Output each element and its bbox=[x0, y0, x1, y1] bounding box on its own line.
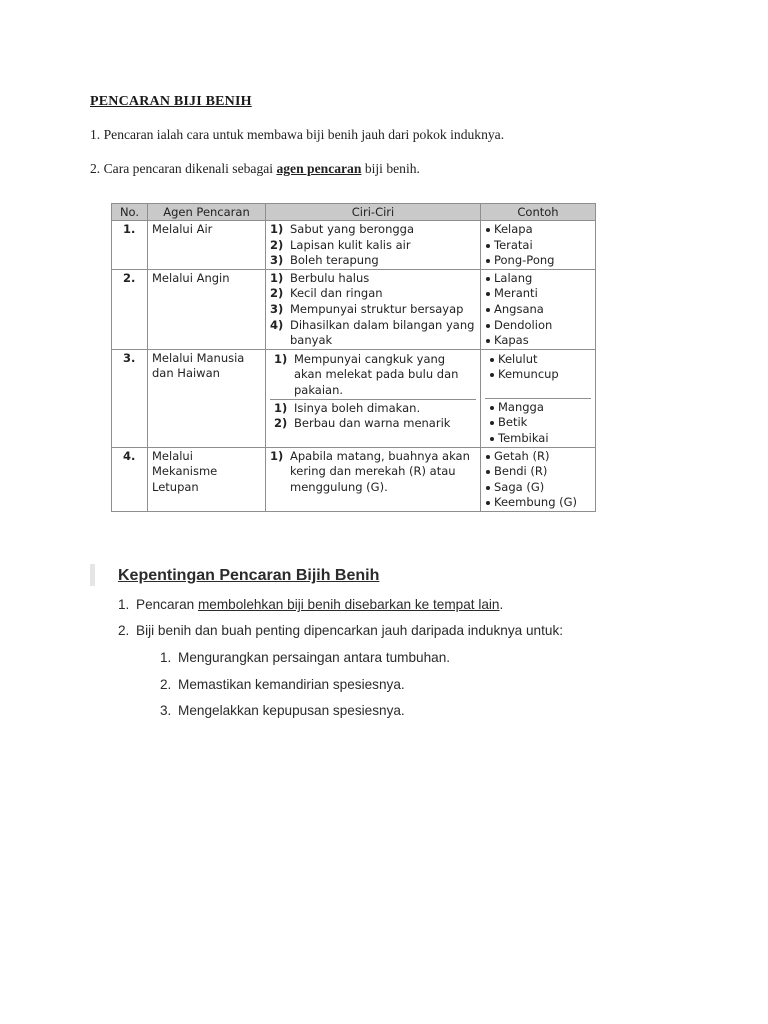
row-traits bbox=[266, 349, 481, 447]
table-row bbox=[112, 349, 596, 447]
example-item: Getah (R) bbox=[485, 449, 591, 465]
example-item: Saga (G) bbox=[485, 480, 591, 496]
paragraph-agent-term bbox=[90, 161, 420, 177]
trait-item: 2) Kecil dan ringan bbox=[270, 286, 383, 301]
example-item: Meranti bbox=[485, 286, 591, 302]
importance-point-2: 2. Biji benih dan buah penting dipencarkan jauh daripada induknya untuk: bbox=[118, 623, 564, 638]
trait-item: 1) Sabut yang berongga bbox=[270, 222, 415, 236]
example-item: Dendolion bbox=[485, 318, 591, 334]
section-marker bbox=[90, 564, 95, 586]
example-item: Betik bbox=[489, 415, 587, 431]
importance-point-1-underlined: membolehkan biji benih disebarkan ke tempat lain bbox=[197, 597, 500, 612]
paragraph-definition: 1. Pencaran ialah cara untuk membawa biji benih jauh dari pokok induknya. bbox=[90, 127, 505, 142]
row-agent: Melalui Manusia dan Haiwan bbox=[148, 349, 266, 447]
table-row bbox=[112, 269, 596, 349]
importance-title: Kepentingan Pencaran Bijih Benih bbox=[118, 567, 380, 584]
row-examples bbox=[481, 349, 596, 447]
table-row bbox=[112, 221, 596, 270]
traits-part-hooks bbox=[270, 351, 476, 399]
header-no: No. bbox=[112, 204, 148, 221]
row-agent: Melalui Mekanisme Letupan bbox=[148, 447, 266, 511]
row-examples bbox=[481, 269, 596, 349]
trait-item: 1) Berbulu halus bbox=[270, 270, 370, 285]
importance-point-1: 1. Pencaran membolehkan biji benih disebarkan ke tempat lain. bbox=[118, 597, 504, 612]
trait-item: 3) Boleh terapung bbox=[270, 253, 379, 268]
document-title: PENCARAN BIJI BENIH bbox=[90, 94, 252, 109]
trait-item: 1) Mempunyai cangkuk yang akan melekat pada bulu dan pakaian. bbox=[274, 351, 459, 397]
example-item: Kelulut bbox=[489, 352, 587, 368]
example-item: Mangga bbox=[489, 400, 587, 416]
row-agent: Melalui Air bbox=[148, 221, 266, 270]
agent-term: agen pencaran bbox=[276, 161, 362, 176]
table-header-row bbox=[112, 204, 596, 221]
trait-item: 4) Dihasilkan dalam bilangan yang banyak bbox=[270, 317, 475, 348]
example-item: Kapas bbox=[485, 333, 591, 349]
example-item: Tembikai bbox=[489, 431, 587, 447]
dispersal-agents-table bbox=[111, 203, 596, 512]
paragraph-agent-term-after: biji benih. bbox=[361, 161, 420, 176]
paragraph-agent-term-before: 2. Cara pencaran dikenali sebagai bbox=[90, 161, 277, 176]
header-traits: Ciri-Ciri bbox=[266, 204, 481, 221]
example-item: Kelapa bbox=[485, 222, 591, 238]
examples-part-hooks bbox=[485, 351, 591, 398]
header-agent: Agen Pencaran bbox=[148, 204, 266, 221]
row-examples bbox=[481, 447, 596, 511]
row-number: 1. bbox=[112, 221, 148, 270]
trait-item: 2) Berbau dan warna menarik bbox=[274, 416, 451, 431]
example-item: Keembung (G) bbox=[485, 495, 591, 511]
table-row bbox=[112, 447, 596, 511]
trait-item: 1) Isinya boleh dimakan. bbox=[274, 400, 421, 415]
row-examples bbox=[481, 221, 596, 270]
example-item: Teratai bbox=[485, 238, 591, 254]
example-item: Angsana bbox=[485, 302, 591, 318]
row-number: 3. bbox=[112, 349, 148, 447]
header-examples: Contoh bbox=[481, 204, 596, 221]
example-item: Bendi (R) bbox=[485, 464, 591, 480]
example-item: Kemuncup bbox=[489, 367, 587, 383]
row-traits bbox=[266, 221, 481, 270]
row-number: 2. bbox=[112, 269, 148, 349]
row-number: 4. bbox=[112, 447, 148, 511]
trait-item: 3) Mempunyai struktur bersayap bbox=[270, 301, 464, 316]
traits-part-edible bbox=[270, 399, 476, 432]
importance-subpoint: 1. Mengurangkan persaingan antara tumbuhan. bbox=[160, 650, 451, 665]
trait-item: 1) Apabila matang, buahnya akan kering dan merekah (R) atau menggulung (G). bbox=[270, 448, 470, 494]
importance-subpoint: 2. Memastikan kemandirian spesiesnya. bbox=[160, 677, 405, 692]
importance-subpoint: 3. Mengelakkan kepupusan spesiesnya. bbox=[160, 703, 405, 718]
row-agent: Melalui Angin bbox=[148, 269, 266, 349]
example-item: Pong-Pong bbox=[485, 253, 591, 269]
row-traits bbox=[266, 447, 481, 511]
row-traits bbox=[266, 269, 481, 349]
example-item: Lalang bbox=[485, 271, 591, 287]
trait-item: 2) Lapisan kulit kalis air bbox=[270, 237, 411, 252]
examples-part-edible bbox=[485, 398, 591, 447]
